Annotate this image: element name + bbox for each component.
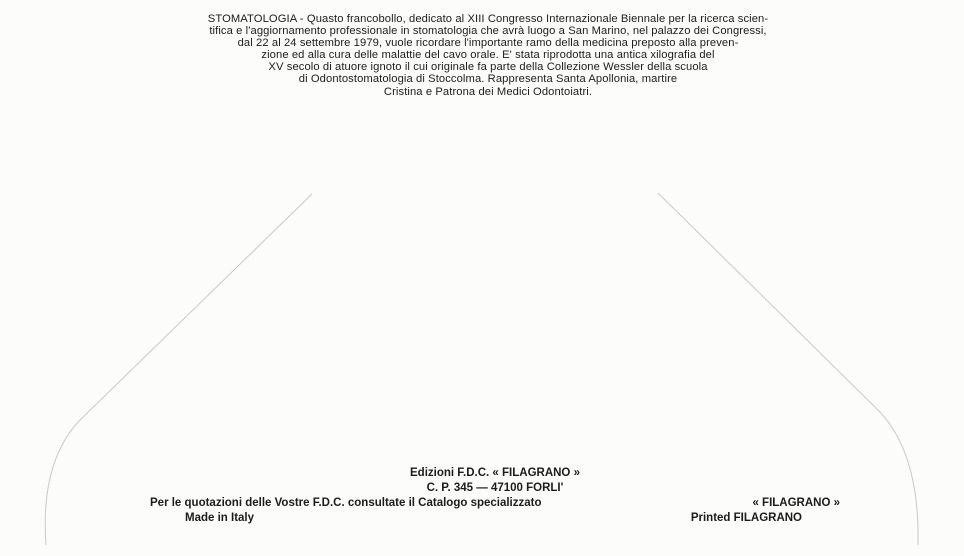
publisher-address: C. P. 345 — 47100 FORLI': [426, 482, 564, 494]
description-line: STOMATOLOGIA - Quasto francobollo, dedicato al XIII Congresso Internazionale Biennale per la ricerca scien-: [207, 13, 769, 25]
stamp-description: [108, 13, 868, 98]
catalog-name: « FILAGRANO »: [752, 497, 840, 509]
quotes-text: Per le quotazioni delle Vostre F.D.C. consultate il Catalogo specializzato: [150, 497, 542, 509]
made-in-label: Made in Italy: [185, 512, 255, 524]
publisher-footer: [150, 466, 840, 526]
printed-label: Printed FILAGRANO: [690, 512, 802, 524]
description-line: Cristina e Patrona dei Medici Odontoiatri.: [383, 85, 593, 98]
description-line: XV secolo di atuore ignoto il cui originale fa parte della Collezione Wessler della scuola: [268, 61, 708, 74]
description-line: tifica e l'aggiornamento professionale in stomatologia che avrà luogo a San Marino, nel palazzo dei Congressi,: [209, 25, 767, 38]
description-line: di Odontostomatologia di Stoccolma. Rappresenta Santa Apollonia, martire: [298, 73, 678, 86]
quotes-row: [150, 496, 840, 511]
imprint-row: [150, 511, 840, 526]
description-line: zione ed alla cura delle malattie del cavo orale. E' stata riprodotta una antica xilografia del: [261, 49, 715, 62]
description-line: dal 22 al 24 settembre 1979, vuole ricordare l'importante ramo della medicina preposto alla preven-: [237, 37, 739, 50]
publisher-name: Edizioni F.D.C. « FILAGRANO »: [410, 467, 580, 479]
